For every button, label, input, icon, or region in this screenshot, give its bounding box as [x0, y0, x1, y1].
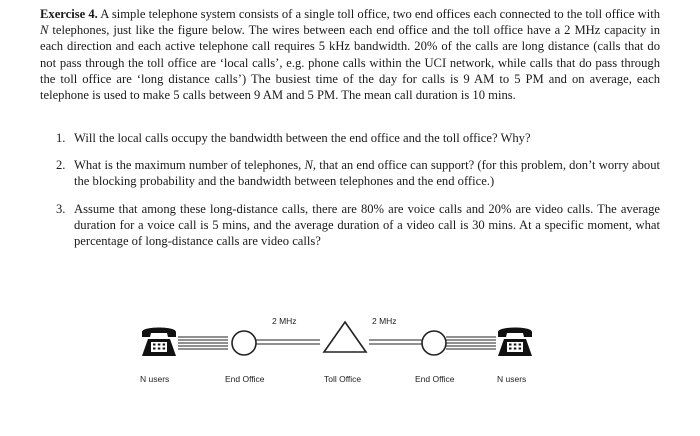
network-diagram — [0, 300, 700, 400]
intro-text-b: telephones, just like the figure below. The wires between each end office and the toll office have a 2 MHz capacity in each direction and each active telephone call requires 5 kHz bandwidth. 20% of the calls are long distance (calls that do not pass through the toll office are ‘local calls’, e.g. phone calls within the UCI network, while calls that do pass through the toll office are ‘long distance calls’) The busiest time of the day for calls is 9 AM to 5 PM and on average, each telephone is used to make 5 calls between 9 AM and 5 PM. The mean call duration is 10 mins. — [40, 23, 660, 103]
question-text: Will the local calls occupy the bandwidth between the end office and the toll office? Why? — [74, 131, 531, 145]
question-3 — [40, 201, 660, 250]
n-symbol: N — [304, 158, 313, 173]
question-number: 1. — [56, 131, 66, 145]
right-users-label: N users — [497, 374, 527, 384]
question-1 — [40, 130, 660, 146]
question-text: Assume that among these long-distance calls, there are 80% are voice calls and 20% are video calls. The average duration for a voice call is 5 mins, and the average duration of a video call is 30 mins. At a specific moment, what percentage of long-distance calls are video calls? — [74, 201, 660, 249]
intro-text-a: A simple telephone system consists of a single toll office, two end offices each connected to the toll office with — [97, 7, 660, 21]
left-end-office-label: End Office — [225, 374, 265, 384]
telephone-icon — [142, 328, 176, 357]
question-number: 3. — [56, 201, 66, 216]
toll-office-label: Toll Office — [324, 374, 362, 384]
telephone-icon — [498, 328, 532, 357]
access-lines-right — [446, 337, 496, 349]
question-text-b: , that an end office can support? (for this problem, don’t worry about the blocking probability and the bandwidth between telephones and the end office.) — [74, 158, 660, 189]
trunk-left — [256, 340, 320, 344]
question-number: 2. — [56, 158, 66, 173]
exercise-intro — [40, 6, 660, 103]
circle-node-icon — [422, 331, 446, 355]
question-2 — [40, 157, 660, 189]
triangle-node-icon — [324, 322, 366, 352]
question-list — [40, 130, 660, 249]
question-text-a: What is the maximum number of telephones, — [74, 158, 305, 173]
right-end-office-label: End Office — [415, 374, 455, 384]
left-link-capacity: 2 MHz — [272, 316, 297, 326]
right-link-capacity: 2 MHz — [372, 316, 397, 326]
circle-node-icon — [232, 331, 256, 355]
trunk-right — [369, 340, 422, 344]
access-lines-left — [178, 337, 228, 349]
exercise-title: Exercise 4. — [40, 7, 98, 21]
left-users-label: N users — [140, 374, 170, 384]
n-symbol: N — [40, 23, 49, 38]
